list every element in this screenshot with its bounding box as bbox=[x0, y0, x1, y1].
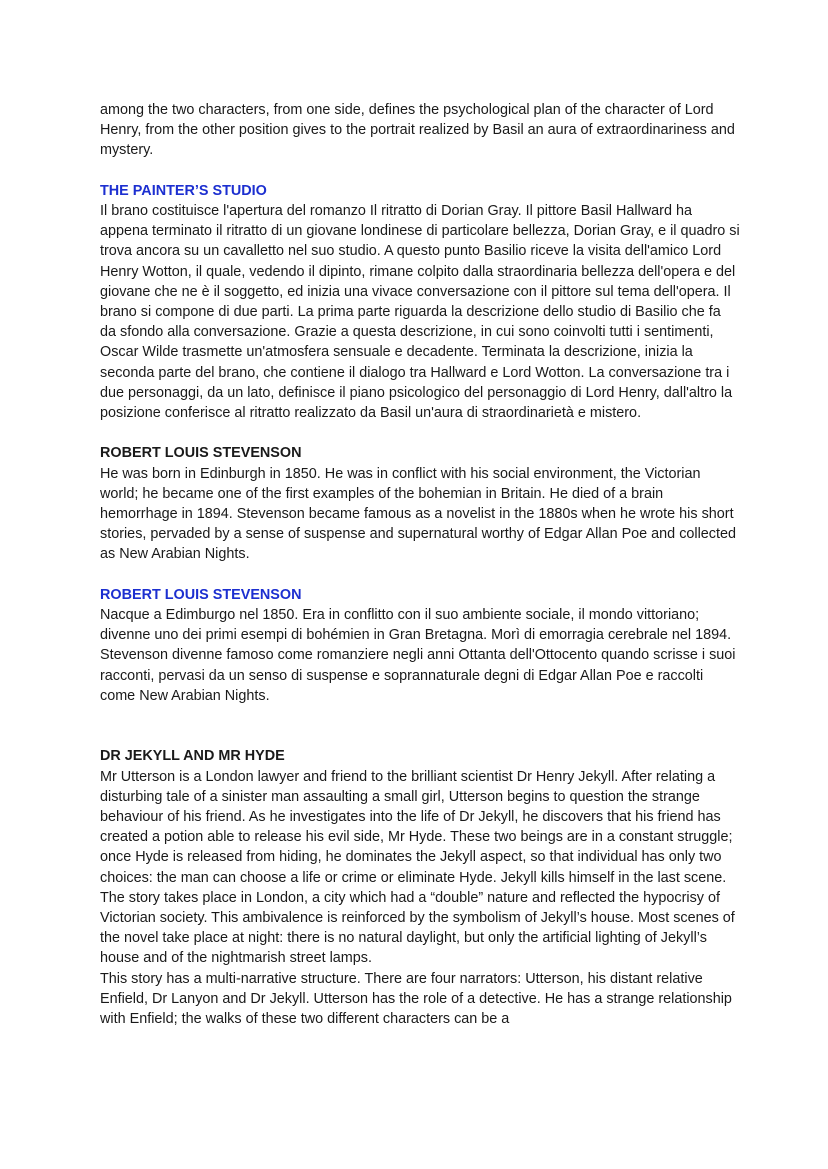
section-heading: ROBERT LOUIS STEVENSON bbox=[100, 445, 302, 462]
section-stevenson-italian bbox=[100, 585, 740, 706]
section-heading: THE PAINTER’S STUDIO bbox=[100, 182, 267, 199]
section-stevenson-english bbox=[100, 443, 740, 564]
spacer bbox=[100, 565, 740, 585]
paragraph: Il brano costituisce l'apertura del romanzo Il ritratto di Dorian Gray. Il pittore Basil Hallward ha appena terminato il ritratto di un giovane londinese di particolare bellezza, Dorian Gray, e il quadro si trova ancora su un cavalletto nel suo studio. A questo punto Basilio riceve la visita dell'amico Lord Henry Wotton, il quale, vedendo il dipinto, rimane colpito dalla straordinaria bellezza dell'opera e del giovane che ne è il soggetto, ed inizia una vivace conversazione con il pittore sul tema dell'opera. Il brano si compone di due parti. La prima parte riguarda la descrizione dello studio di Basilio che fa da sfondo alla conversazione. Grazie a questa descrizione, in cui sono coinvolti tutti i sentimenti, Oscar Wilde trasmette un'atmosfera sensuale e decadente. Terminata la descrizione, inizia la seconda parte del brano, che contiene il dialogo tra Hallward e Lord Wotton. La conversazione tra i due personaggi, da un lato, definisce il piano psicologico del personaggio di Lord Henry, dall'altro la posizione conferisce al ritratto realizzato da Basil un'aura di straordinarietà e mistero. bbox=[100, 203, 740, 422]
spacer bbox=[100, 423, 740, 443]
paragraph: This story has a multi-narrative structure. There are four narrators: Utterson, his distant relative Enfield, Dr Lanyon and Dr Jekyll. Utterson has the role of a detective. He has a strange relationship with Enfield; the walks of these two different characters can be a bbox=[100, 970, 732, 1028]
section-painters-studio bbox=[100, 181, 740, 423]
spacer bbox=[100, 706, 740, 746]
document-page bbox=[100, 100, 740, 1029]
paragraph: He was born in Edinburgh in 1850. He was in conflict with his social environment, the Victorian world; he became one of the first examples of the bohemian in Britain. He died of a brain hemorrhage in 1894. Stevenson became famous as a novelist in the 1880s when he wrote his short stories, pervaded by a sense of suspense and supernatural worthy of Edgar Allan Poe and collected as New Arabian Nights. bbox=[100, 465, 736, 563]
spacer bbox=[100, 161, 740, 181]
section-jekyll-and-hyde bbox=[100, 746, 740, 1029]
section-heading: ROBERT LOUIS STEVENSON bbox=[100, 586, 302, 603]
paragraph: Mr Utterson is a London lawyer and friend to the brilliant scientist Dr Henry Jekyll. After relating a disturbing tale of a sinister man assaulting a small girl, Utterson begins to question the strange behaviour of his friend. As he investigates into the life of Dr Jekyll, he discovers that his friend has created a potion able to release his evil side, Mr Hyde. These two beings are in a constant struggle; once Hyde is released from hiding, he dominates the Jekyll aspect, so that individual has only two choices: the man can choose a life or crime or eliminate Hyde. Jekyll kills himself in the last scene. bbox=[100, 768, 733, 886]
paragraph: The story takes place in London, a city which had a “double” nature and reflected the hypocrisy of Victorian society. This ambivalence is reinforced by the symbolism of Jekyll’s house. Most scenes of the novel take place at night: there is no natural daylight, but only the artificial lighting of Jekyll’s house and of the nightmarish street lamps. bbox=[100, 889, 735, 967]
paragraph: among the two characters, from one side, defines the psychological plan of the character of Lord Henry, from the other position gives to the portrait realized by Basil an aura of extraordinariness and mystery. bbox=[100, 102, 735, 159]
section-intro-continuation bbox=[100, 100, 740, 161]
section-heading: DR JEKYLL AND MR HYDE bbox=[100, 748, 285, 765]
paragraph: Nacque a Edimburgo nel 1850. Era in conflitto con il suo ambiente sociale, il mondo vittoriano; divenne uno dei primi esempi di bohémien in Gran Bretagna. Morì di emorragia cerebrale nel 1894. Stevenson divenne famoso come romanziere negli anni Ottanta dell'Ottocento quando scrisse i suoi racconti, pervasi da un senso di suspense e soprannaturale degni di Edgar Allan Poe e raccolti come New Arabian Nights. bbox=[100, 607, 736, 704]
